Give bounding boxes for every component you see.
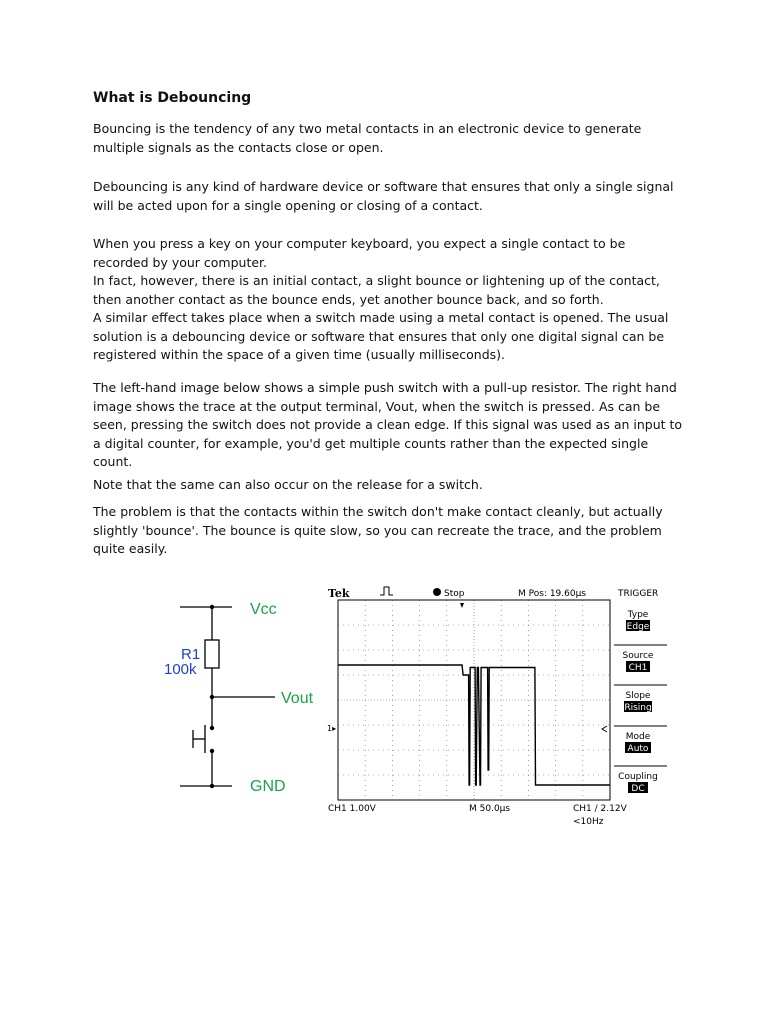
text-line: In fact, however, there is an initial contact, a slight bounce or lightening up of the contact, xyxy=(93,273,660,288)
paragraph-problem xyxy=(93,503,673,559)
text-line: solution is a debouncing device or software that ensures that only one digital signal can be xyxy=(93,328,665,344)
paragraph-keyboard xyxy=(93,235,673,365)
timebase-readout: M 50.0µs xyxy=(469,804,511,814)
menu-label: Slope xyxy=(625,691,651,701)
trigger-menu xyxy=(614,610,667,794)
text-line: A similar effect takes place when a switch made using a metal contact is opened. The usual xyxy=(93,310,669,325)
trigger-readout: CH1 ∕ 2.12V xyxy=(573,804,627,814)
resistor-name-label: R1 xyxy=(181,646,201,663)
text-line: a digital counter, for example, you'd get multiple counts rather than the expected single xyxy=(93,435,649,451)
resistor-value-label: 100k xyxy=(164,661,197,678)
menu-item-slope xyxy=(624,691,652,713)
switch-terminal-top xyxy=(210,726,214,730)
menu-value: DC xyxy=(631,784,645,794)
menu-label: Type xyxy=(627,610,649,620)
resistor-r1 xyxy=(205,640,219,668)
node-vout xyxy=(210,695,214,699)
text-line: seen, pressing the switch does not provide a clean edge. If this signal was used as an input to xyxy=(93,417,683,432)
frequency-readout: <10Hz xyxy=(573,817,604,827)
menu-item-source xyxy=(623,651,654,673)
gnd-label: GND xyxy=(250,778,286,795)
paragraph-debouncing xyxy=(93,178,673,215)
menu-value: CH1 xyxy=(628,663,648,673)
pullup-switch-schematic xyxy=(160,585,320,805)
vcc-label: Vcc xyxy=(250,601,277,618)
text-line: then another contact as the bounce ends, yet another bounce back, and so forth. xyxy=(93,291,604,307)
text-line: registered within the space of a given time (usually milliseconds). xyxy=(93,347,506,362)
switch-terminal-bottom xyxy=(210,749,214,753)
text-line: recorded by your computer. xyxy=(93,254,268,270)
text-line: slightly 'bounce'. The bounce is quite slow, so you can recreate the trace, and the problem xyxy=(93,522,662,538)
node-vcc xyxy=(210,605,214,609)
trigger-edge-icon xyxy=(380,587,393,595)
text-line: The problem is that the contacts within the switch don't make contact cleanly, but actually xyxy=(93,504,663,519)
run-state-icon xyxy=(433,588,441,596)
menu-item-coupling xyxy=(618,772,658,794)
menu-value: Auto xyxy=(627,744,649,754)
oscilloscope-trace xyxy=(322,583,667,833)
menu-label: Mode xyxy=(625,732,651,742)
scope-brand: Tek xyxy=(328,587,350,600)
menu-label: Coupling xyxy=(618,772,658,782)
trigger-position-icon xyxy=(460,603,464,608)
page-title: What is Debouncing xyxy=(93,90,252,106)
channel-marker: 1▸ xyxy=(327,724,337,733)
text-line: image shows the trace at the output terminal, Vout, when the switch is pressed. As can be xyxy=(93,398,661,414)
menu-label: Source xyxy=(622,651,654,661)
text-line: multiple signals as the contacts close or open. xyxy=(93,139,384,155)
scope-graticule xyxy=(338,600,610,800)
node-gnd xyxy=(210,784,214,788)
text-line: Bouncing is the tendency of any two metal contacts in an electronic device to generate xyxy=(93,121,642,136)
trigger-menu-title: TRIGGER xyxy=(618,589,659,599)
run-state: Stop xyxy=(444,589,465,599)
trigger-level-icon xyxy=(602,726,607,732)
text-line: quite easily. xyxy=(93,541,168,556)
paragraph-bouncing xyxy=(93,120,673,157)
text-line: Note that the same can also occur on the release for a switch. xyxy=(93,477,483,492)
menu-value: Rising xyxy=(624,703,652,713)
text-line: count. xyxy=(93,454,133,469)
paragraph-release xyxy=(93,476,673,495)
text-line: Debouncing is any kind of hardware device or software that ensures that only a single signal xyxy=(93,179,674,194)
mpos-readout: M Pos: 19.60µs xyxy=(518,589,587,599)
paragraph-images xyxy=(93,379,683,472)
text-line: When you press a key on your computer keyboard, you expect a single contact to be xyxy=(93,236,626,251)
menu-value: Edge xyxy=(626,622,650,632)
text-line: The left-hand image below shows a simple push switch with a pull-up resistor. The right hand xyxy=(93,380,677,395)
text-line: will be acted upon for a single opening or closing of a contact. xyxy=(93,197,483,213)
ch1-scale-readout: CH1 1.00V xyxy=(328,804,376,814)
vout-label: Vout xyxy=(281,690,314,707)
menu-item-mode xyxy=(625,732,651,754)
menu-item-type xyxy=(626,610,650,632)
